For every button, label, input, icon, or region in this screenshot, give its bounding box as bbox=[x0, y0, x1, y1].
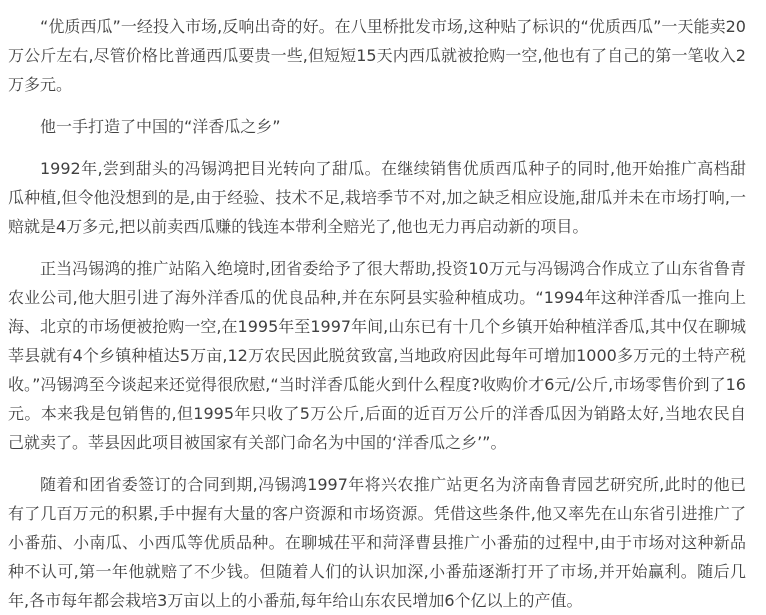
article-paragraph: “优质西瓜”一经投入市场,反响出奇的好。在八里桥批发市场,这种贴了标识的“优质西瓜”一天能卖20万公斤左右,尽管价格比普通西瓜要贵一些,但短短15天内西瓜就被抢购一空,他也有了自己的第一笔收入2万多元。 bbox=[8, 17, 746, 94]
article-subheading: 他一手打造了中国的“洋香瓜之乡” bbox=[40, 117, 281, 136]
article-paragraph: 正当冯锡鸿的推广站陷入绝境时,团省委给予了很大帮助,投资10万元与冯锡鸿合作成立了山东省鲁青农业公司,他大胆引进了海外洋香瓜的优良品种,并在东阿县实验种植成功。“1994年这种洋香瓜一推向上海、北京的市场便被抢购一空,在1995年至1997年间,山东已有十几个乡镇开始种植洋香瓜,其中仅在聊城莘县就有4个乡镇种植达5万亩,12万农民因此脱贫致富,当地政府因此每年可增加1000多万元的土特产税收。”冯锡鸿至今谈起来还觉得很欣慰,“当时洋香瓜能火到什么程度?收购价才6元/公斤,市场零售价到了16元。本来我是包销售的,但1995年只收了5万公斤,后面的近百万公斤的洋香瓜因为销路太好,当地农民自己就卖了。莘县因此项目被国家有关部门命名为中国的‘洋香瓜之乡’”。 bbox=[8, 259, 746, 452]
article-paragraph: 随着和团省委签订的合同到期,冯锡鸿1997年将兴农推广站更名为济南鲁青园艺研究所,此时的他已有了几百万元的积累,手中握有大量的客户资源和市场资源。凭借这些条件,他又率先在山东省引进推广了小番茄、小南瓜、小西瓜等优质品种。在聊城茌平和菏泽曹县推广小番茄的过程中,由于市场对这种新品种不认可,第一年他就赔了不少钱。但随着人们的认识加深,小番茄逐渐打开了市场,并开始赢利。随后几年,各市每年都会栽培3万亩以上的小番茄,每年给山东农民增加6个亿以上的产值。 bbox=[8, 475, 746, 610]
article-paragraph: 1992年,尝到甜头的冯锡鸿把目光转向了甜瓜。在继续销售优质西瓜种子的同时,他开始推广高档甜瓜种植,但令他没想到的是,由于经验、技术不足,栽培季节不对,加之缺乏相应设施,甜瓜并未在市场打响,一赔就是4万多元,把以前卖西瓜赚的钱连本带利全赔光了,他也无力再启动新的项目。 bbox=[8, 159, 746, 236]
